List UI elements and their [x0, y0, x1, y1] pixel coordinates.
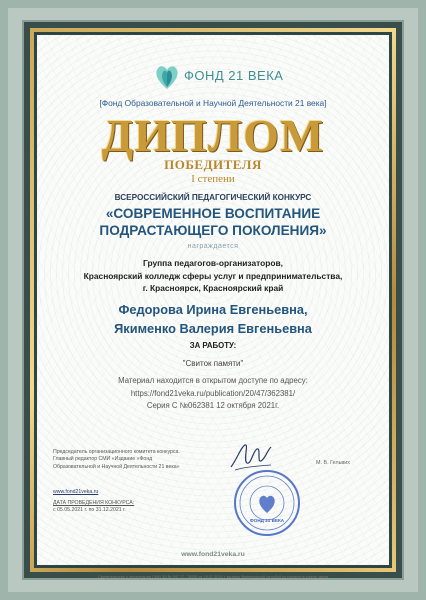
work-title: "Свиток памяти": [182, 359, 244, 368]
series-number: Серия С №062381 12 октября 2021г.: [146, 401, 280, 410]
recipient-group: [37, 257, 389, 295]
contest-dates: [53, 500, 134, 515]
contest-name: [37, 205, 389, 239]
winner-subtitle: ПОБЕДИТЕЛЯ: [164, 157, 262, 172]
recipient-name-2: Якименко Валерия Евгеньевна: [114, 321, 312, 336]
contest-name-line1: «СОВРЕМЕННОЕ ВОСПИТАНИЕ: [105, 206, 321, 221]
site-small[interactable]: www.fond21veka.ru: [53, 489, 99, 495]
recipient-group-line3: г. Красноярск, Красноярский край: [142, 283, 284, 293]
recipient-name-1: Федорова Ирина Евгеньевна,: [118, 302, 308, 317]
contest-dates-label: ДАТА ПРОВЕДЕНИЯ КОНКУРСА:: [53, 500, 135, 506]
diploma-paper: [37, 35, 389, 579]
heart-logo-icon: [154, 63, 180, 91]
footer-note: Свидетельство о регистрации СМИ ЭЛ № ФС 77 - 76280 от 19.07.2019 г. выдано Федеральной службой по надзору в сфере связи: [98, 575, 328, 579]
contest-dates-range: с 05.05.2021 г. по 31.12.2021 г.: [53, 507, 126, 514]
stamp-icon: [233, 469, 301, 537]
recipient-group-line2: Красноярский колледж сферы услуг и предпринимательства,: [83, 270, 343, 281]
organization-name: [Фонд Образовательной и Научной Деятельности 21 века]: [99, 98, 327, 108]
signer-name: М. В. Гельвих: [316, 460, 350, 466]
diploma-title: ДИПЛОМ: [101, 110, 325, 161]
recipient-group-line1: Группа педагогов-организаторов,: [143, 258, 283, 268]
committee-line1: Председатель организационного комитета конкурса.: [53, 449, 180, 455]
committee-line3: Образовательной и Научной Деятельности 21 века»: [53, 463, 180, 470]
publication-link[interactable]: https://fond21veka.ru/publication/20/47/362381/: [130, 388, 296, 398]
awarded-label: награждается: [187, 243, 239, 250]
material-info: [37, 375, 389, 413]
footer-site[interactable]: www.fond21veka.ru: [181, 551, 245, 558]
logo-text: ФОНД 21 ВЕКА: [184, 68, 284, 83]
degree-label: I степени: [191, 173, 235, 185]
for-work-label: ЗА РАБОТУ:: [189, 341, 237, 350]
committee-info: [53, 449, 180, 471]
committee-line2: Главный редактор СМИ «Издание «Фонд: [53, 456, 153, 463]
material-note: Материал находится в открытом доступе по адресу:: [118, 376, 308, 385]
recipient-names: [37, 300, 389, 338]
contest-type: ВСЕРОССИЙСКИЙ ПЕДАГОГИЧЕСКИЙ КОНКУРС: [114, 193, 312, 202]
contest-name-line2: ПОДРАСТАЮЩЕГО ПОКОЛЕНИЯ»: [99, 223, 327, 238]
stamp-text: ФОНД 21 ВЕКА: [249, 518, 285, 523]
